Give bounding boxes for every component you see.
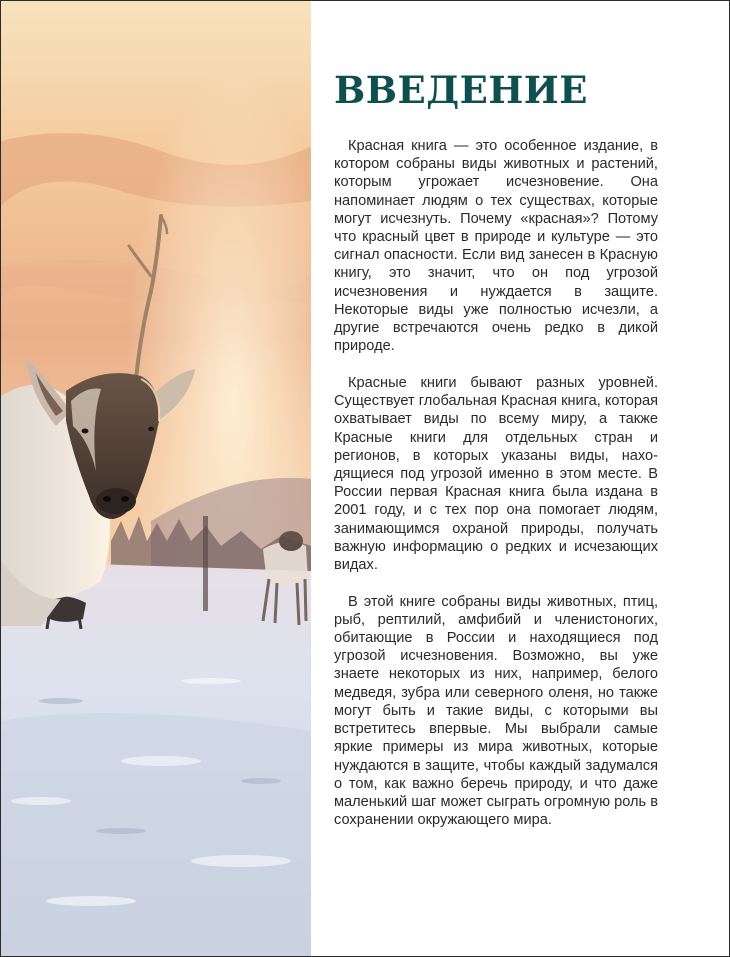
reindeer-illustration <box>1 1 311 956</box>
text-column <box>334 61 658 848</box>
paragraph-1: Красная книга — это особенное издание, в котором собраны виды животных и растений, которым угрожает исчезновение. Она напоминает людям о тех существах, которые могут исчезнуть. Почему «красная»? Потому что красный цвет в природе и культуре — это сигнал опасности. Если вид занесен в Красную книгу, это значит, что он под угрозой исчезновения и нуждается в защите. Некоторые виды уже полностью исчезли, а другие встречаются очень редко в дикой природе. <box>334 138 658 355</box>
page-title: ВВЕДЕНИЕ <box>334 68 588 112</box>
paragraph-3: В этой книге собраны виды животных, птиц, рыб, рептилий, амфибий и членистоногих, обитающие в России и находящиеся под угрозой исчезновения. Возможно, вы уже знаете некоторых из них, например, белого медведя, зубра или северного оленя, но также могут быть и такие виды, с которыми вы встретитесь впервые. Мы выбрали самые яркие примеры из мира животных, которые нуждаются в защите, чтобы каждый задумался о том, как важно беречь природу, и что даже маленький шаг может сыграть огромную роль в сохранении окружающего мира. <box>334 593 658 829</box>
reindeer-photo <box>1 1 311 956</box>
paragraph-2: Красные книги бывают разных уровней. Существует глобальная Красная книга, которая охватывает виды по всему миру, а также Красные книги для отдельных стран и регионов, в которых указаны виды, находящиеся под угрозой именно в этом месте. В России первая Красная книга была издана в 2001 году, и с тех пор она помогает людям, занимающимся охраной природы, получать важную информацию о редких и исчезающих видах. <box>334 374 659 573</box>
